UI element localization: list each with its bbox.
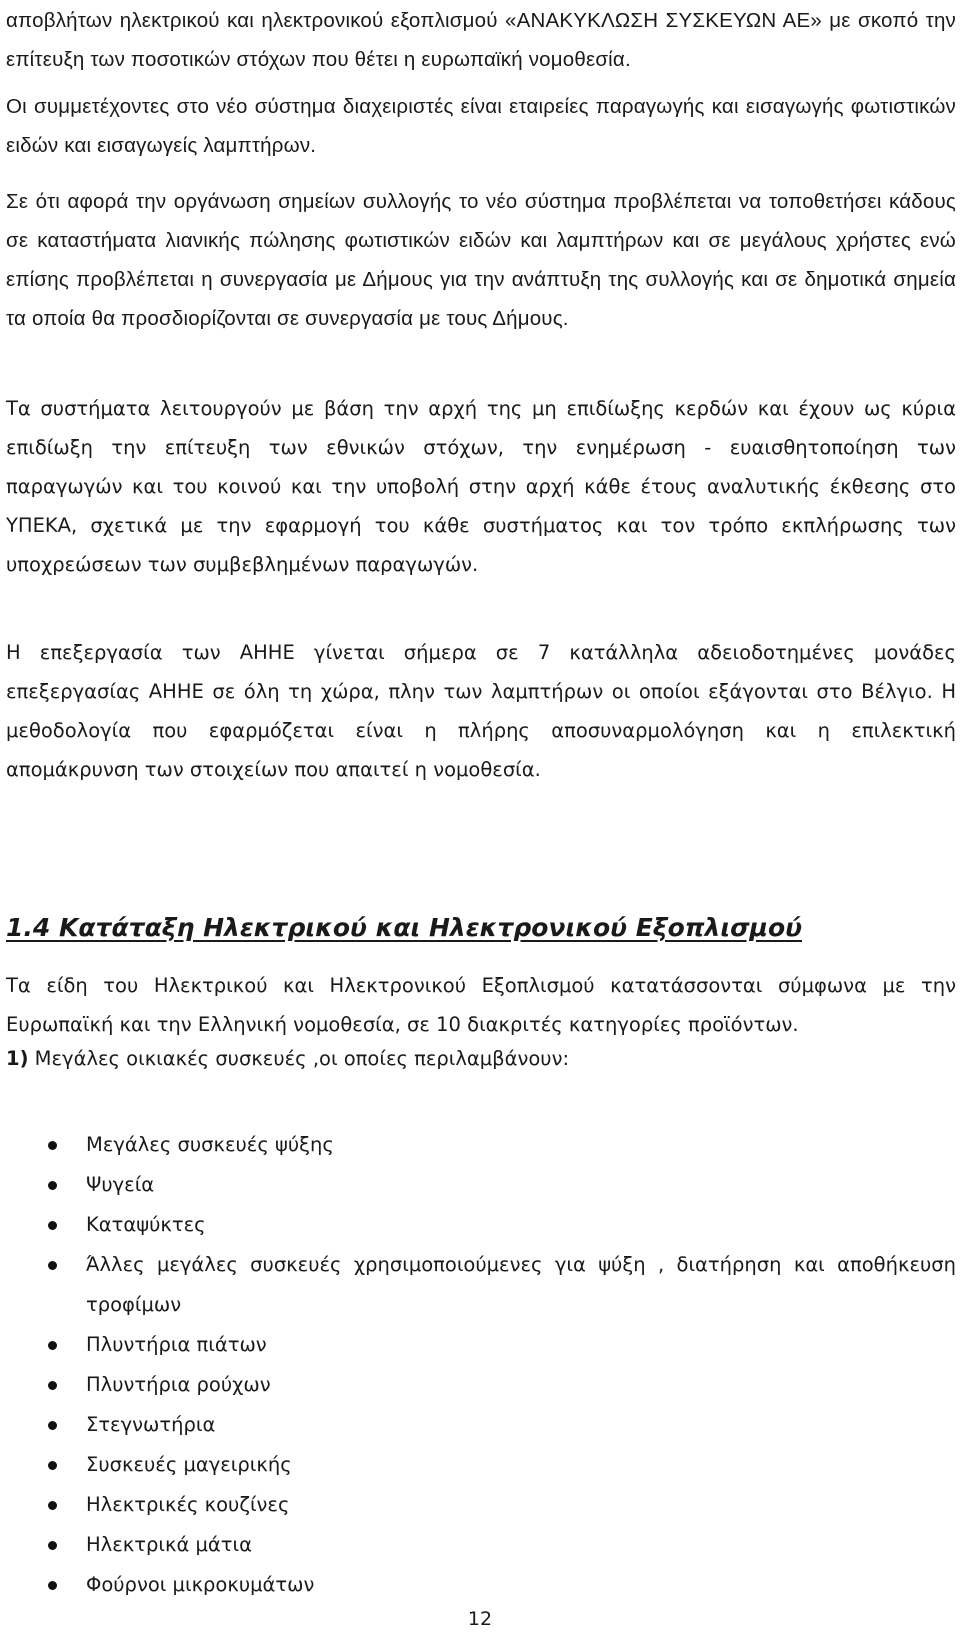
category-number: 1) — [6, 1047, 29, 1070]
paragraph-participants: Οι συμμετέχοντες στο νέο σύστημα διαχειριστές είναι εταιρείες παραγωγής και εισαγωγής φωτιστικών ειδών και εισαγωγείς λαμπτήρων. — [6, 95, 956, 157]
page-number: 12 — [467, 1608, 493, 1630]
list-item: Ψυγεία — [0, 1165, 956, 1205]
paragraph-non-profit-systems: Τα συστήματα λειτουργούν με βάση την αρχή της μη επιδίωξης κερδών και έχουν ως κύρια επιδίωξη την επίτευξη των εθνικών στόχων, την ενημέρωση - ευαισθητοποίηση των παραγωγών και του κοινού και την υποβολή στην αρχή κάθε έτους αναλυτικής έκθεσης στο ΥΠΕΚΑ, σχετικά με την εφαρμογή του κάθε συστήματος και τον τρόπο εκπλήρωσης των υποχρεώσεων των συμβεβλημένων παραγωγών. — [6, 397, 956, 576]
paragraph-processing-weee: Η επεξεργασία των ΑΗΗΕ γίνεται σήμερα σε 7 κατάλληλα αδειοδοτημένες μονάδες επεξεργασίας ΑΗΗΕ σε όλη τη χώρα, πλην των λαμπτήρων οι οποίοι εξάγονται στο Βέλγιο. Η μεθοδολογία που εφαρμόζεται είναι η πλήρης αποσυναρμολόγηση και η επιλεκτική απομάκρυνση των στοιχείων που απαιτεί η νομοθεσία. — [6, 641, 956, 781]
list-item: Μεγάλες συσκευές ψύξης — [0, 1125, 956, 1165]
bullet-icon — [48, 1181, 57, 1190]
appliance-list — [0, 1125, 956, 1605]
list-item: Στεγνωτήρια — [0, 1405, 956, 1445]
bullet-icon — [48, 1261, 57, 1270]
list-item: Συσκευές μαγειρικής — [0, 1445, 956, 1485]
bullet-icon — [48, 1501, 57, 1510]
bullet-icon — [48, 1541, 57, 1550]
list-item: Ηλεκτρικές κουζίνες — [0, 1485, 956, 1525]
list-item: Καταψύκτες — [0, 1205, 956, 1245]
section-heading: 1.4 Κατάταξη Ηλεκτρικού και Ηλεκτρονικού Εξοπλισμού — [6, 913, 803, 942]
bullet-icon — [48, 1581, 57, 1590]
bullet-icon — [48, 1141, 57, 1150]
list-item: Πλυντήρια πιάτων — [0, 1325, 956, 1365]
paragraph-collective-system: αποβλήτων ηλεκτρικού και ηλεκτρονικού εξοπλισμού «ΑΝΑΚΥΚΛΩΣΗ ΣΥΣΚΕΥΩΝ ΑΕ» με σκοπό την επίτευξη των ποσοτικών στόχων που θέτει η ευρωπαϊκή νομοθεσία. — [6, 9, 956, 71]
section-intro: Τα είδη του Ηλεκτρικού και Ηλεκτρονικού Εξοπλισμού κατατάσσονται σύμφωνα με την Ευρωπαϊκή και την Ελληνική νομοθεσία, σε 10 διακριτές κατηγορίες προϊόντων. — [6, 974, 956, 1036]
list-item: Πλυντήρια ρούχων — [0, 1365, 956, 1405]
bullet-icon — [48, 1421, 57, 1430]
paragraph-collection-points: Σε ότι αφορά την οργάνωση σημείων συλλογής το νέο σύστημα προβλέπεται να τοποθετήσει κάδους σε καταστήματα λιανικής πώλησης φωτιστικών ειδών και λαμπτήρων και σε μεγάλους χρήστες ενώ επίσης προβλέπεται η συνεργασία με Δήμους για την ανάπτυξη της συλλογής και σε δημοτικά σημεία τα οποία θα προσδιορίζονται σε συνεργασία με τους Δήμους. — [6, 190, 956, 330]
list-item: Άλλες μεγάλες συσκευές χρησιμοποιούμενες για ψύξη , διατήρηση και αποθήκευση τροφίμων — [0, 1245, 956, 1325]
bullet-icon — [48, 1461, 57, 1470]
bullet-icon — [48, 1381, 57, 1390]
category-text: Μεγάλες οικιακές συσκευές ,οι οποίες περιλαμβάνουν: — [28, 1047, 570, 1070]
bullet-icon — [48, 1341, 57, 1350]
list-item: Ηλεκτρικά μάτια — [0, 1525, 956, 1565]
category-line — [6, 1047, 569, 1070]
bullet-icon — [48, 1221, 57, 1230]
list-item: Φούρνοι μικροκυμάτων — [0, 1565, 956, 1605]
